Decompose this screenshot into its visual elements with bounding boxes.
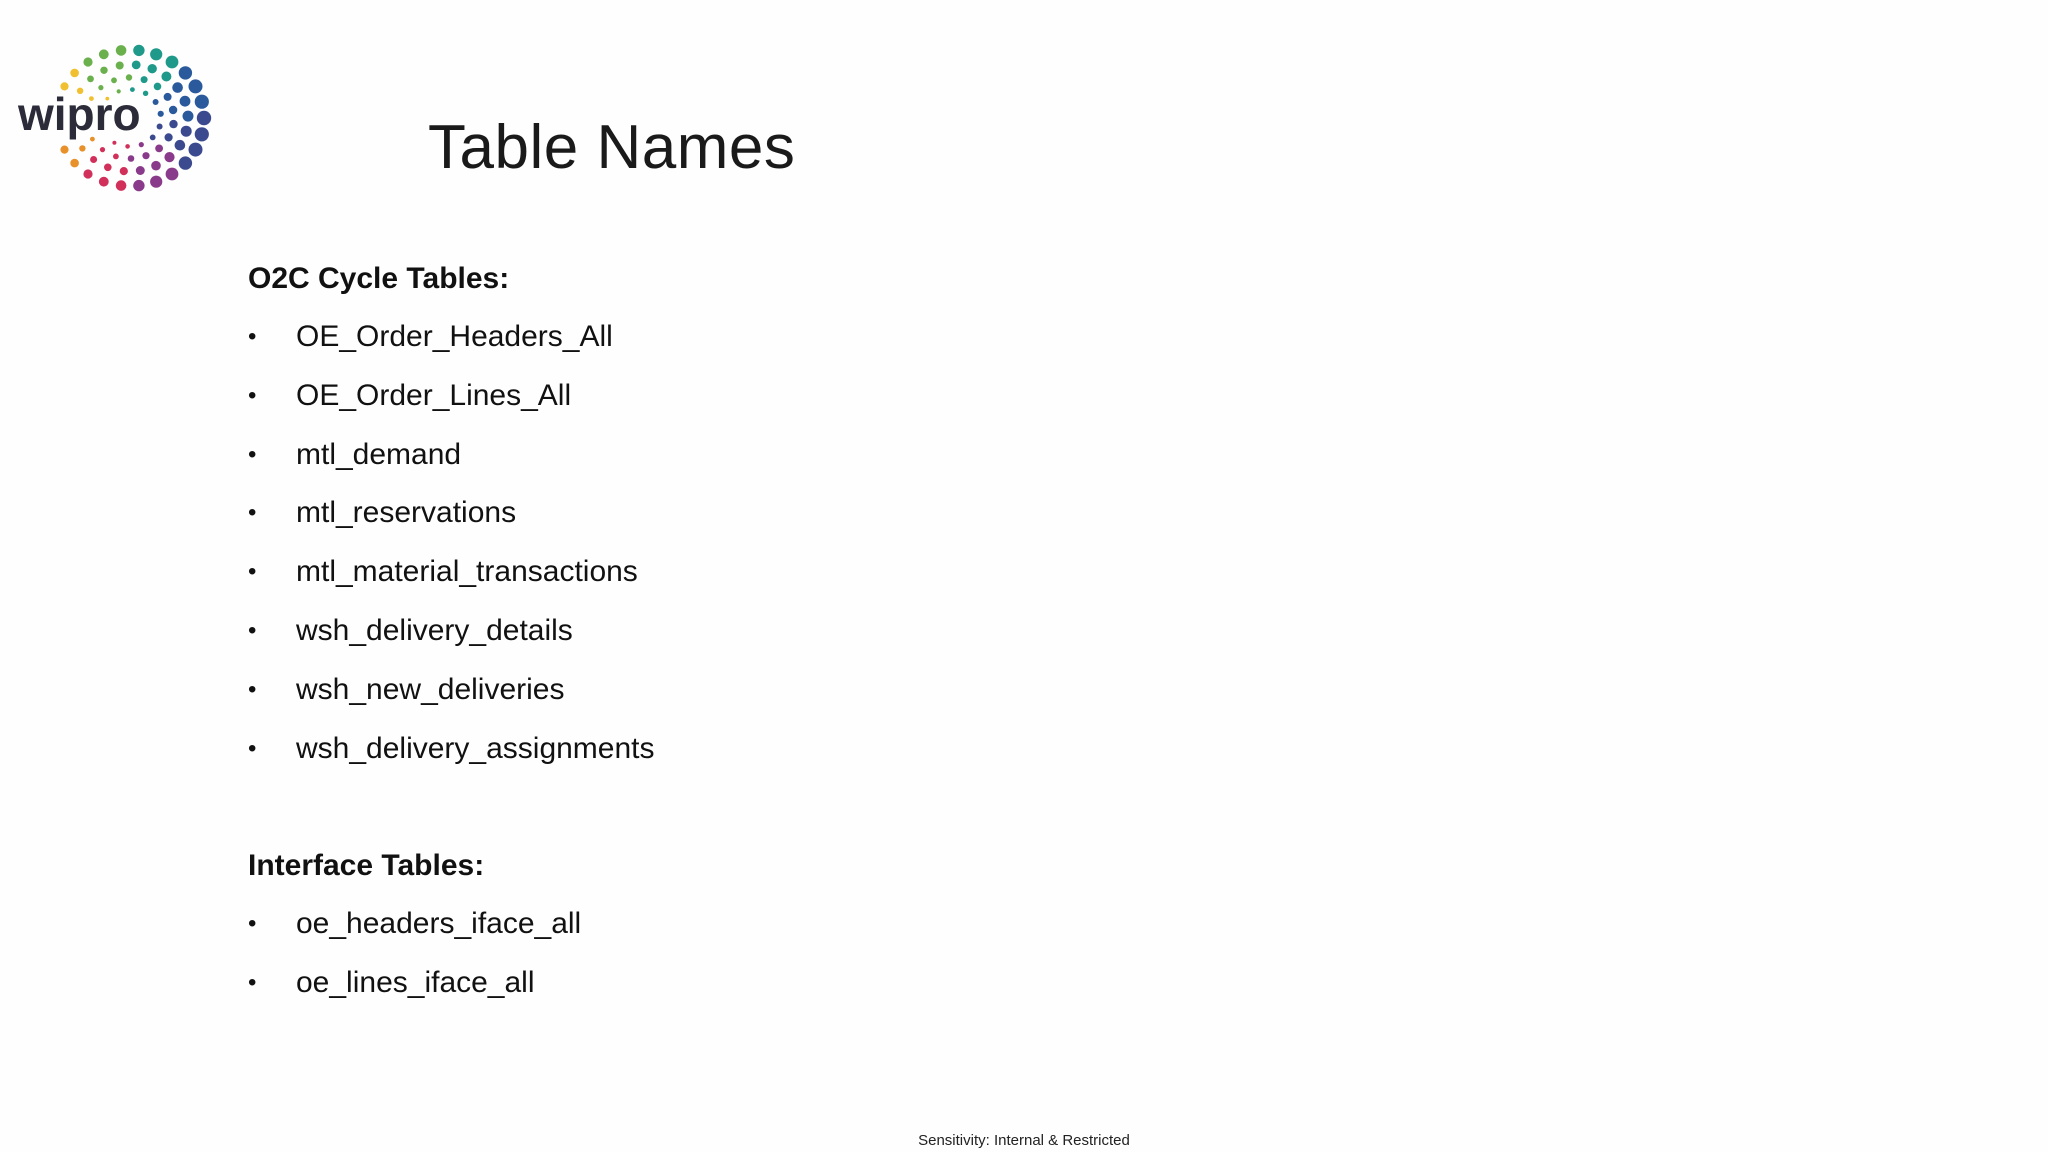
logo-dot xyxy=(154,83,162,91)
logo-dot xyxy=(161,72,171,82)
logo-dot xyxy=(99,177,109,187)
logo-dot xyxy=(189,143,203,157)
bullet-icon: • xyxy=(248,381,257,409)
logo-dot xyxy=(60,146,68,154)
list-item-text: oe_lines_iface_all xyxy=(296,966,535,1000)
sensitivity-footer: Sensitivity: Internal & Restricted xyxy=(918,1132,1130,1149)
logo-dot xyxy=(79,145,85,151)
list-item xyxy=(248,602,1448,661)
logo-dot xyxy=(132,61,141,70)
logo-dot xyxy=(113,154,119,160)
logo-dot xyxy=(155,145,163,153)
list-item-text: OE_Order_Headers_All xyxy=(296,320,613,353)
bullet-icon: • xyxy=(248,616,257,644)
logo-dot xyxy=(164,93,172,101)
section-o2c xyxy=(248,250,1448,778)
logo-dot xyxy=(150,176,162,188)
logo-dot xyxy=(151,161,161,171)
list-item xyxy=(248,426,1448,485)
list-item-text: mtl_reservations xyxy=(296,496,517,530)
logo-dot xyxy=(142,152,149,159)
logo-dot xyxy=(116,45,127,56)
list-item xyxy=(248,895,1448,954)
list-item-text: wsh_delivery_assignments xyxy=(296,731,655,765)
wipro-logo-icon xyxy=(10,30,230,210)
logo-dot xyxy=(175,140,186,151)
slide-title: Table Names xyxy=(428,113,796,182)
list-item-text: mtl_material_transactions xyxy=(296,555,638,589)
logo-dot xyxy=(195,95,209,109)
logo-dot xyxy=(116,62,124,70)
logo-dot xyxy=(172,82,183,93)
logo-dot xyxy=(112,141,116,145)
logo-dot xyxy=(179,156,192,169)
logo-dot xyxy=(87,76,94,83)
logo-dot xyxy=(111,77,117,83)
list-item xyxy=(248,661,1448,720)
list-item-text: wsh_delivery_details xyxy=(296,613,573,647)
bullet-list-interface xyxy=(248,895,1448,1013)
bullet-icon: • xyxy=(248,910,257,938)
logo-dot xyxy=(133,180,144,191)
bullet-icon: • xyxy=(248,969,257,997)
list-item-text: mtl_demand xyxy=(296,437,462,471)
list-item xyxy=(248,308,1448,367)
logo-dot xyxy=(143,91,148,96)
section-heading-o2c: O2C Cycle Tables: xyxy=(248,262,510,295)
logo-dot xyxy=(116,180,127,191)
logo-dot xyxy=(166,56,179,69)
logo-dot xyxy=(139,142,144,147)
list-item-text: oe_headers_iface_all xyxy=(296,907,582,941)
logo-dot xyxy=(136,166,145,175)
logo-dot xyxy=(83,169,92,178)
logo-dot xyxy=(148,64,157,73)
logo-dot xyxy=(126,74,132,80)
logo-dot xyxy=(189,79,203,93)
logo-dot xyxy=(100,147,105,152)
bullet-icon: • xyxy=(248,323,257,350)
logo-wordmark: wipro xyxy=(18,88,141,140)
bullet-icon: • xyxy=(248,558,257,586)
logo-dot xyxy=(197,111,211,125)
bullet-list-o2c xyxy=(248,308,1448,778)
logo-dot xyxy=(133,45,144,56)
logo-dot xyxy=(181,126,192,137)
list-item-text: wsh_new_deliveries xyxy=(296,672,565,706)
section-spacer xyxy=(248,778,1448,837)
list-item-text: OE_Order_Lines_All xyxy=(296,378,572,412)
logo-dot xyxy=(195,127,209,141)
logo-dot xyxy=(125,144,130,149)
logo-dot xyxy=(153,99,159,105)
wipro-logo xyxy=(10,30,230,210)
list-item xyxy=(248,367,1448,426)
list-item xyxy=(248,543,1448,602)
logo-dot xyxy=(83,57,92,66)
list-item xyxy=(248,720,1448,779)
logo-dot xyxy=(158,111,164,117)
logo-dot xyxy=(183,111,194,122)
logo-dot xyxy=(169,106,177,114)
logo-dot xyxy=(120,167,128,175)
logo-dot xyxy=(99,49,109,59)
bullet-icon: • xyxy=(248,499,257,527)
logo-dot xyxy=(90,156,97,163)
logo-dot xyxy=(150,48,162,60)
section-interface xyxy=(248,837,1448,1013)
slide-content xyxy=(248,250,1448,1013)
logo-dot xyxy=(179,66,192,79)
logo-dot xyxy=(164,152,174,162)
bullet-icon: • xyxy=(248,734,257,762)
logo-dot xyxy=(180,96,191,107)
logo-dot xyxy=(104,164,112,172)
logo-dot xyxy=(166,168,179,181)
list-item xyxy=(248,954,1448,1013)
list-item xyxy=(248,484,1448,543)
logo-dot xyxy=(128,155,135,162)
logo-dot xyxy=(141,76,148,83)
logo-dot xyxy=(165,133,173,141)
logo-dot xyxy=(150,135,156,141)
bullet-icon: • xyxy=(248,675,257,703)
section-heading-interface: Interface Tables: xyxy=(248,849,485,883)
bullet-icon: • xyxy=(248,440,257,468)
logo-dot xyxy=(70,69,79,78)
logo-dot xyxy=(157,124,163,130)
logo-dot xyxy=(100,67,107,74)
logo-dot xyxy=(169,120,177,128)
logo-dot xyxy=(70,159,79,168)
